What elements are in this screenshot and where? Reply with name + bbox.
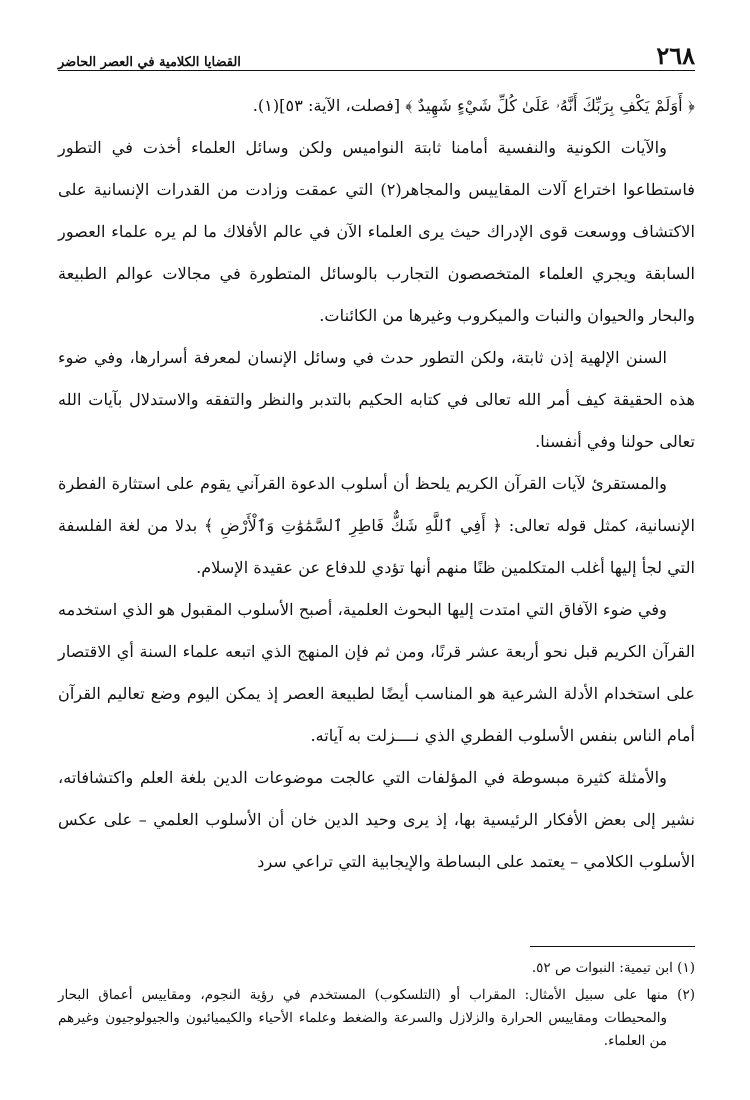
footnote-1: (١) ابن تيمية: النبوات ص ٥٢. xyxy=(531,960,695,976)
paragraph: والمستقرئ لآيات القرآن الكريم يلحظ أن أسلوب الدعوة القرآني يقوم على استثارة الفطرة الإنسانية، كمثل قوله تعالى: ﴿ أَفِي ٱللَّهِ شَكٌّ فَاطِرِ ٱلسَّمَٰوَٰتِ وَٱلْأَرْضِ ﴾ بدلا من لغة الفلسفة التي لجأ إليها أغلب المتكلمين ظنًا منهم أنها تؤدي للدفاع عن عقيدة الإسلام. xyxy=(58,474,695,577)
paragraph: والأمثلة كثيرة مبسوطة في المؤلفات التي عالجت موضوعات الدين بلغة العلم واكتشافاته، نشير إلى بعض الأفكار الرئيسية بها، إذ يرى وحيد الدين خان أن الأسلوب العلمي – على عكس الأسلوب الكلامي – يعتمد على البساطة والإيجابية التي تراعي سرد xyxy=(58,768,695,871)
body-text xyxy=(58,85,695,883)
paragraph: وفي ضوء الآفاق التي امتدت إليها البحوث العلمية، أصبح الأسلوب المقبول هو الذي استخدمه القرآن الكريم قبل نحو أربعة عشر قرنًا، ومن ثم فإن المنهج الذي اتبعه علماء السنة أي الاقتصار على استخدام الأدلة الشرعية هو المناسب أيضًا لطبيعة العصر إذ يمكن اليوم وضع تعاليم القرآن أمام الناس بنفس الأسلوب الفطري الذي نــــزلت به آياته. xyxy=(58,600,695,745)
footnote-divider xyxy=(530,946,695,947)
paragraph: السنن الإلهية إذن ثابتة، ولكن التطور حدث في وسائل الإنسان لمعرفة أسرارها، وفي ضوء هذه الحقيقة كيف أمر الله تعالى في كتابه الحكيم بالتدبر والنظر والتفقه والاستدلال بآيات الله تعالى حولنا وفي أنفسنا. xyxy=(58,348,695,451)
running-title: القضايا الكلامية في العصر الحاضر xyxy=(58,55,241,70)
page-number: ٢٦٨ xyxy=(656,41,695,70)
footnote-2: (٢) منها على سبيل الأمثال: المقراب أو (التلسكوب) المستخدم في رؤية النجوم، ومقاييس أعماق البحار والمحيطات ومقاييس الحرارة والزلازل والسرعة والضغط وعلماء الأحياء والكيميائيون والجيولوجيون وغيرهم من العلماء. xyxy=(58,987,695,1049)
paragraph-verse: ﴿ أَوَلَمْ يَكْفِ بِرَبِّكَ أَنَّهُۥ عَلَىٰ كُلِّ شَيْءٍ شَهِيدٌ ﴾ [فصلت، الآية: ٥٣](١). xyxy=(252,96,695,115)
footnotes xyxy=(58,946,695,1053)
running-header xyxy=(58,34,695,71)
paragraph: والآيات الكونية والنفسية أمامنا ثابتة النواميس ولكن وسائل العلماء أخذت في التطور فاستطاعوا اختراع آلات المقاييس والمجاهر(٢) التي عمقت وزادت من القدرات الإنسانية على الاكتشاف ووسعت قوى الإدراك حيث يرى العلماء الآن في عالم الأفلاك ما لم يره علماء العصور السابقة ويجري العلماء المتخصصون التجارب بالوسائل المتطورة في مجالات عوالم الطبيعة والبحار والحيوان والنبات والميكروب وغيرها من الكائنات. xyxy=(58,138,695,325)
book-page xyxy=(58,34,695,1049)
